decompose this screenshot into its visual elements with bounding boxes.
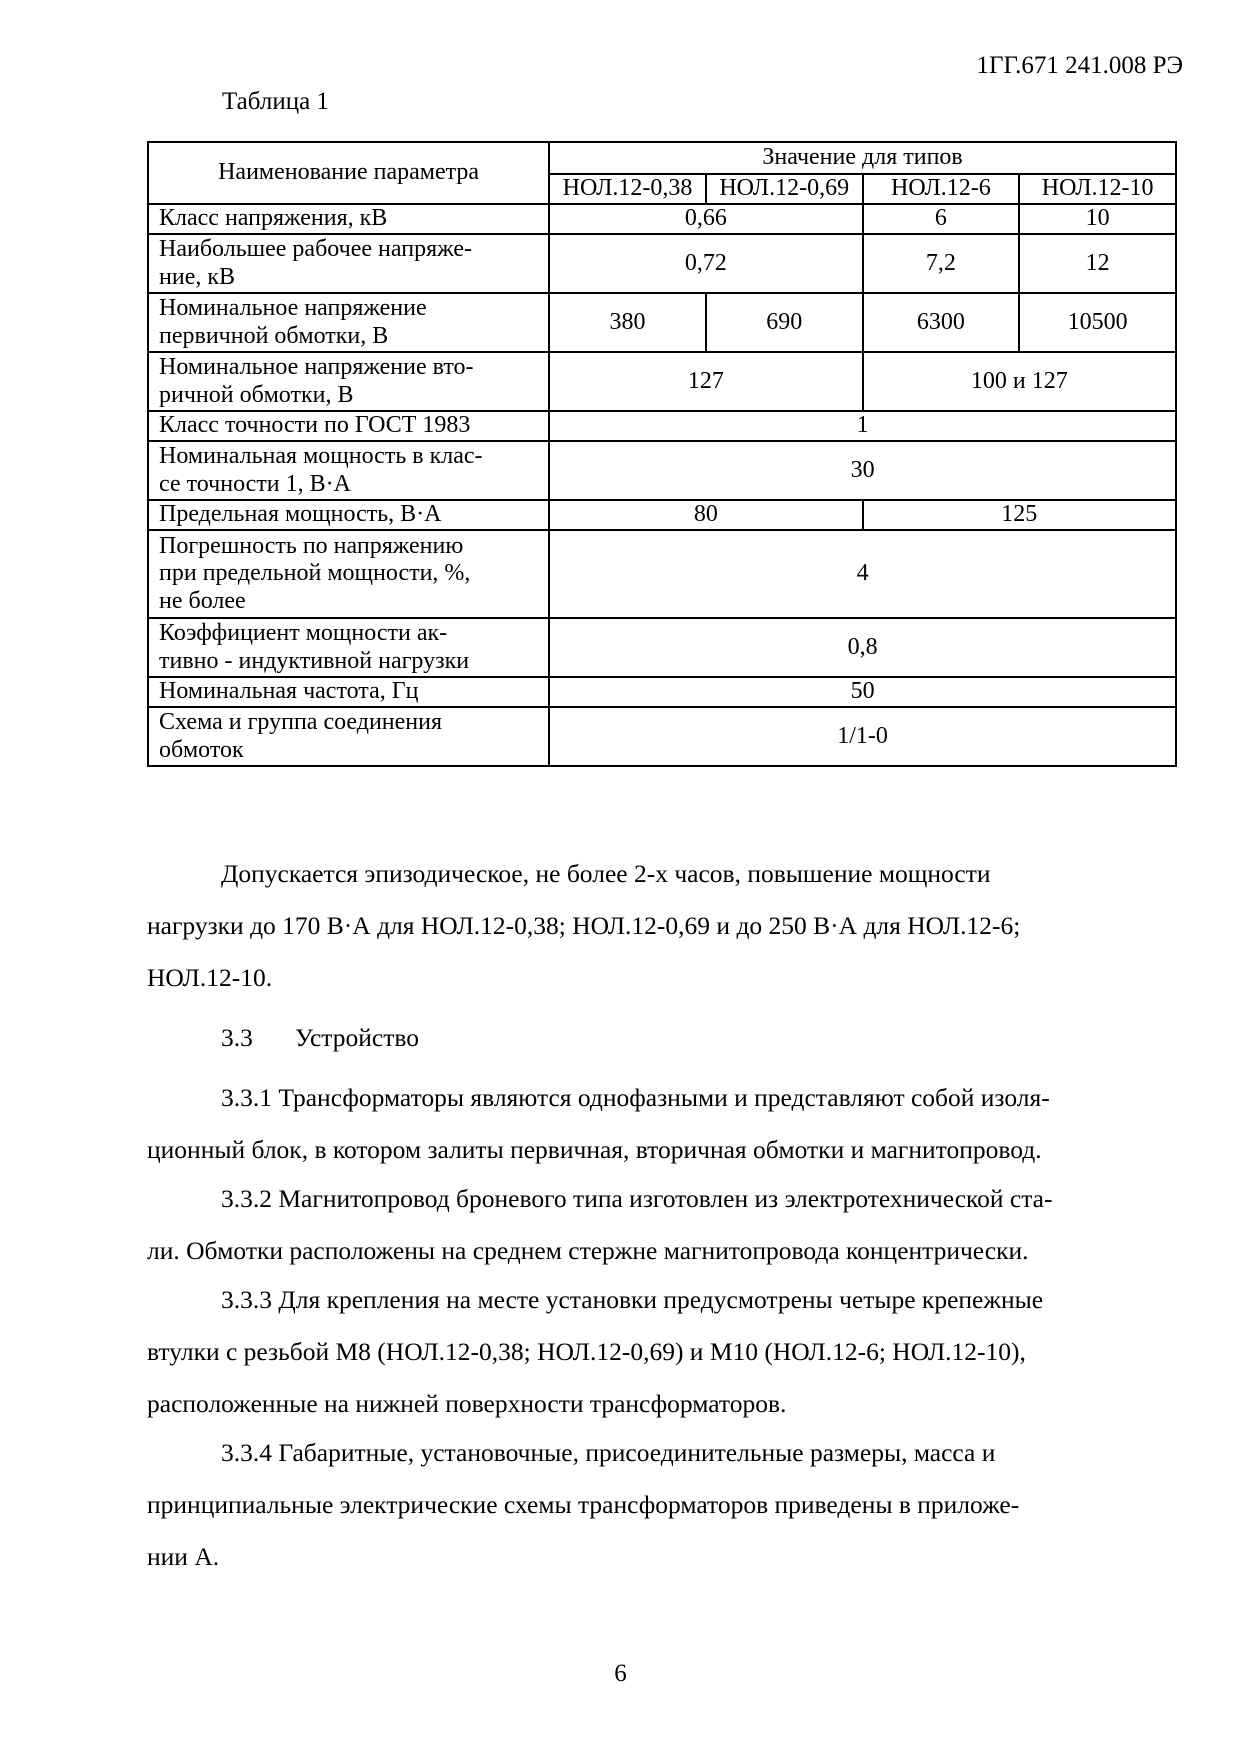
cell-value: 100 и 127 (863, 352, 1176, 411)
text-line: НОЛ.12-10. (147, 963, 273, 992)
section-number: 3.3 (221, 1023, 253, 1052)
text-line: расположенные на нижней поверхности трансформаторов. (147, 1389, 787, 1418)
text-line: нии А. (147, 1542, 220, 1571)
cell-value: 1 (549, 411, 1176, 441)
cell-value: 6300 (863, 293, 1020, 352)
paragraph-3-3-2 (147, 1173, 1177, 1277)
cell-value: 690 (706, 293, 863, 352)
type-header-nol-6: НОЛ.12-6 (863, 174, 1020, 204)
paragraph-3-3-3 (147, 1274, 1177, 1430)
row-name-power-factor: Коэффициент мощности ак- тивно - индуктивной нагрузки (148, 618, 549, 677)
parameters-table (147, 141, 1177, 767)
cell-value: 6 (863, 204, 1020, 234)
table-row (148, 677, 1176, 707)
document-code: 1ГГ.671 241.008 РЭ (976, 52, 1183, 79)
row-name-accuracy-class: Класс точности по ГОСТ 1983 (148, 411, 549, 441)
row-name-frequency: Номинальная частота, Гц (148, 677, 549, 707)
section-heading (221, 1023, 419, 1053)
text-line: 3.3.2 Магнитопровод броневого типа изготовлен из электротехнической ста- (221, 1184, 1053, 1213)
row-name-limit-power: Предельная мощность, В·А (148, 500, 549, 530)
type-header-nol-0-38: НОЛ.12-0,38 (549, 174, 706, 204)
table-row (148, 707, 1176, 766)
cell-value: 10500 (1019, 293, 1176, 352)
cell-value: 50 (549, 677, 1176, 707)
text-line: 3.3.4 Габаритные, установочные, присоединительные размеры, масса и (221, 1438, 996, 1467)
section-title: Устройство (295, 1023, 419, 1052)
cell-value: 127 (549, 352, 862, 411)
table-row (148, 234, 1176, 293)
row-name-voltage-class: Класс напряжения, кВ (148, 204, 549, 234)
cell-value: 30 (549, 441, 1176, 500)
text-line: Допускается эпизодическое, не более 2-х часов, повышение мощности (221, 859, 991, 888)
table-row (148, 352, 1176, 411)
table-header-row (148, 142, 1176, 174)
cell-value: 1/1-0 (549, 707, 1176, 766)
text-line: втулки с резьбой М8 (НОЛ.12-0,38; НОЛ.12-0,69) и М10 (НОЛ.12-6; НОЛ.12-10), (147, 1337, 1026, 1366)
cell-value: 4 (549, 530, 1176, 618)
row-name-winding-scheme: Схема и группа соединения обмоток (148, 707, 549, 766)
cell-value: 0,66 (549, 204, 862, 234)
header-parameter-name: Наименование параметра (148, 142, 549, 204)
row-name-primary-voltage: Номинальное напряжение первичной обмотки, В (148, 293, 549, 352)
paragraph-3-3-4 (147, 1427, 1177, 1583)
cell-value: 0,8 (549, 618, 1176, 677)
cell-value: 0,72 (549, 234, 862, 293)
table-row (148, 530, 1176, 618)
text-line: принципиальные электрические схемы трансформаторов приведены в приложе- (147, 1490, 1020, 1519)
cell-value: 12 (1019, 234, 1176, 293)
text-line: ционный блок, в котором залиты первичная, вторичная обмотки и магнитопровод. (147, 1135, 1042, 1164)
table-row (148, 411, 1176, 441)
header-values-for-types: Значение для типов (549, 142, 1176, 174)
table-row (148, 441, 1176, 500)
text-line: ли. Обмотки расположены на среднем стержне магнитопровода концентрически. (147, 1236, 1029, 1265)
page-number: 6 (614, 1660, 627, 1687)
row-name-rated-power: Номинальная мощность в клас- се точности 1, В·А (148, 441, 549, 500)
note-paragraph (147, 848, 1177, 1004)
type-header-nol-10: НОЛ.12-10 (1019, 174, 1176, 204)
cell-value: 7,2 (863, 234, 1020, 293)
type-header-nol-0-69: НОЛ.12-0,69 (706, 174, 863, 204)
cell-value: 10 (1019, 204, 1176, 234)
row-name-max-voltage: Наибольшее рабочее напряже- ние, кВ (148, 234, 549, 293)
table-row (148, 500, 1176, 530)
row-name-secondary-voltage: Номинальное напряжение вто- ричной обмотки, В (148, 352, 549, 411)
table-row (148, 293, 1176, 352)
text-line: 3.3.1 Трансформаторы являются однофазными и представляют собой изоля- (221, 1083, 1050, 1112)
row-name-voltage-error: Погрешность по напряжению при предельной мощности, %, не более (148, 530, 549, 618)
text-line: нагрузки до 170 В·А для НОЛ.12-0,38; НОЛ.12-0,69 и до 250 В·А для НОЛ.12-6; (147, 911, 1021, 940)
text-line: 3.3.3 Для крепления на месте установки предусмотрены четыре крепежные (221, 1285, 1044, 1314)
cell-value: 380 (549, 293, 706, 352)
table-row (148, 618, 1176, 677)
cell-value: 125 (863, 500, 1176, 530)
paragraph-3-3-1 (147, 1072, 1177, 1176)
table-caption: Таблица 1 (222, 88, 329, 115)
cell-value: 80 (549, 500, 862, 530)
table-row (148, 204, 1176, 234)
